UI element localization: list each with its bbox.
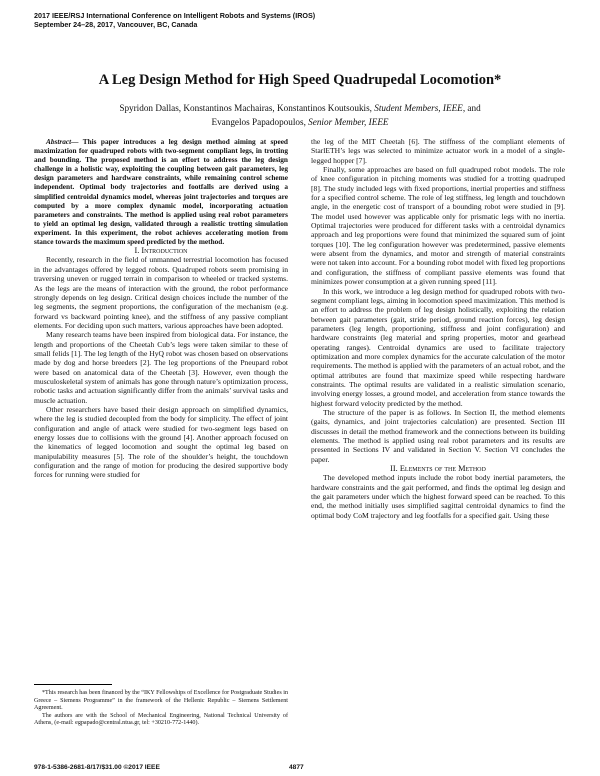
paragraph: the leg of the MIT Cheetah [6]. The stiffness of the compliant elements of StarlETH’s legs was selected to minimize actuator work in a model of a single-legged hopper [7]. [311,137,565,165]
paragraph: Many research teams have been inspired from biological data. For instance, the length and proportions of the Cheetah Cub’s legs were taken similar to these of small felids [1]. The leg length of the HyQ robot was chosen based on observations made by dog and horse breeders [2]. The leg proportions of the Pneupard robot were based on anatomical data of the Cheetah [3]. However, even though the musculoskeletal system of animals has gone through nature’s optimization process, robotic tasks and actuation significantly differ from the animals’ survival tasks and muscle actuation. [34,330,288,405]
conference-dates: September 24–28, 2017, Vancouver, BC, Canada [34,20,198,29]
conference-name: 2017 IEEE/RSJ International Conference on Intelligent Robots and Systems (IROS) [34,11,316,20]
author-list [30,101,570,129]
paragraph: The structure of the paper is as follows. In Section II, the method elements (gaits, dynamics, and joint trajectories calculation) are presented. Section III discusses in detail the method framework and the connections between its building elements. The method is applied using real robot parameters and its results are presented in Sections IV and validated in Section V. Section VI concludes the paper. [311,407,565,464]
abstract: Abstract— This paper introduces a leg design method aiming at speed maximization for quadruped robots with two-segment compliant legs, in trotting and bounding. The proposed method is an effort to address the leg design challenge in a holistic way, exploiting the coupling between gait parameters, leg design parameters and hardware constraints, while remaining control scheme independent. Optimal body trajectories and footfalls are derived using a simplified centroidal dynamics model, whereas joint trajectories and torques are computed by a more complex dynamic model, incorporating actuation parameters and constraints. The method is applied using real robot parameters to yield an optimal leg design, validated through a realistic trotting simulation experiment. In this experiment, the robot achieves accelerating motion from stance towards the maximum speed predicted by the method. [34,137,288,247]
paragraph: Recently, research in the field of unmanned terrestrial locomotion has focused in the advantages offered by legged robots. Quadruped robots seem promising in traversing uneven or rugged terrain in comparison to wheeled or tracked systems. As the legs are the means of interaction with the ground, the robot performance strongly depends on leg design. Critical design choices include the number of the leg segments, the segment proportions, the configuration of the mechanism (e.g. forward vs backward pointing knee), and the stiffness of any passive compliant elements. For deciding upon such matters, various approaches have been adopted. [34,255,288,330]
paragraph: Other researchers have based their design approach on simplified dynamics, where the leg is studied decoupled from the body for simplicity. The effect of joint configuration and angle of attack were studied for two-segment legs based on energy losses due to collisions with the ground [4]. Another approach focused on the kinematics of legged locomotion and sought the optimal leg based on manipulability measures [5]. The role of the shoulder’s height, the touchdown configuration and the range of motion for producing the desired supportive body forces for running were studied for [34,404,288,480]
paragraph: The developed method inputs include the robot body inertial parameters, the hardware constraints and the gait performed, and finds the optimal leg design and the gait parameters under which the highest forward speed can be reached. To this end, the method initially uses simplified sagittal centroidal dynamics to find the optimal body CoM trajectory and leg footfalls for a specified gait. Using these [311,473,565,520]
footnotes [34,690,288,728]
paragraph: Finally, some approaches are based on full quadruped robot models. The role of knee configuration in pitching moments was studied for a trotting quadruped [8]. The study included legs with fixed proportions, inertial properties and stiffness for a specified control scheme. The role of leg stiffness, leg length and touchdown angle, in the energetic cost of transport of a bounding robot were studied in [9]. The model used however was applicable only for prismatic legs with no inertia. Optimal trajectories were produced for different tasks with a centroidal dynamics approach and leg proportions were found that minimized the squared sum of joint torques [10]. The leg configuration however was predetermined, passive elements were absent from the dynamics, and motor and strength of material constraints were not taken into account. For a bounding robot model with fixed leg proportions and configuration, the stiffness of compliant passive elements was found that minimizes power consumption at a given running speed [11]. [311,165,565,287]
copyright-line: 978-1-5386-2681-8/17/$31.00 ©2017 IEEE [34,764,160,771]
paper-title: A Leg Design Method for High Speed Quadrupedal Locomotion* [98,72,502,88]
footnote-divider [34,684,112,685]
left-column [34,137,288,480]
funding-footnote: *This research has been financed by the “IKY Fellowships of Excellence for Postgraduate Studies in Greece – Siemens Programme” in the framework of the Hellenic Republic – Siemens Settlement Agreement. [34,690,288,711]
paragraph: In this work, we introduce a leg design method for quadruped robots with two-segment compliant legs, aiming in locomotion speed maximization. This method is an effort to address the problem of leg design holistically, exploiting the relation between gait parameters (gait, stride period, ground reaction forces), leg design parameters (leg length, proportioning, stiffness and joint configuration) and hardware constraints (leg material and spring properties, motor and gearhead operating ranges). Centroidal dynamics are used to facilitate trajectory optimization and more complex dynamics for the accurate calculation of the motor requirements. The method is applied with the parameters of an actual robot, and the optimal attributes are found that maximize speed while respecting hardware constraints. The optimal results are validated in a realistic simulation scenario, involving energy losses, a ground model, and acceleration from stance towards the highest forward velocity predicted by the method. [311,286,565,408]
section-heading-introduction: I. Introduction [134,246,188,256]
author-line-2: Evangelos Papadopoulos, Senior Member, IEEE [211,117,389,127]
right-column [311,137,565,520]
affiliation-footnote: The authors are with the School of Mechanical Engineering, National Technical University of Athens, (e-mail: egpapado@central.ntua.gr, tel: +30210-772-1440). [34,712,288,726]
page-number: 4877 [289,764,304,771]
conference-header [34,11,315,29]
author-line-1: Spyridon Dallas, Konstantinos Machairas, Konstantinos Koutsoukis, Student Members, IEEE, and [119,103,481,113]
section-heading-elements: II. Elements of the Method [390,464,486,474]
